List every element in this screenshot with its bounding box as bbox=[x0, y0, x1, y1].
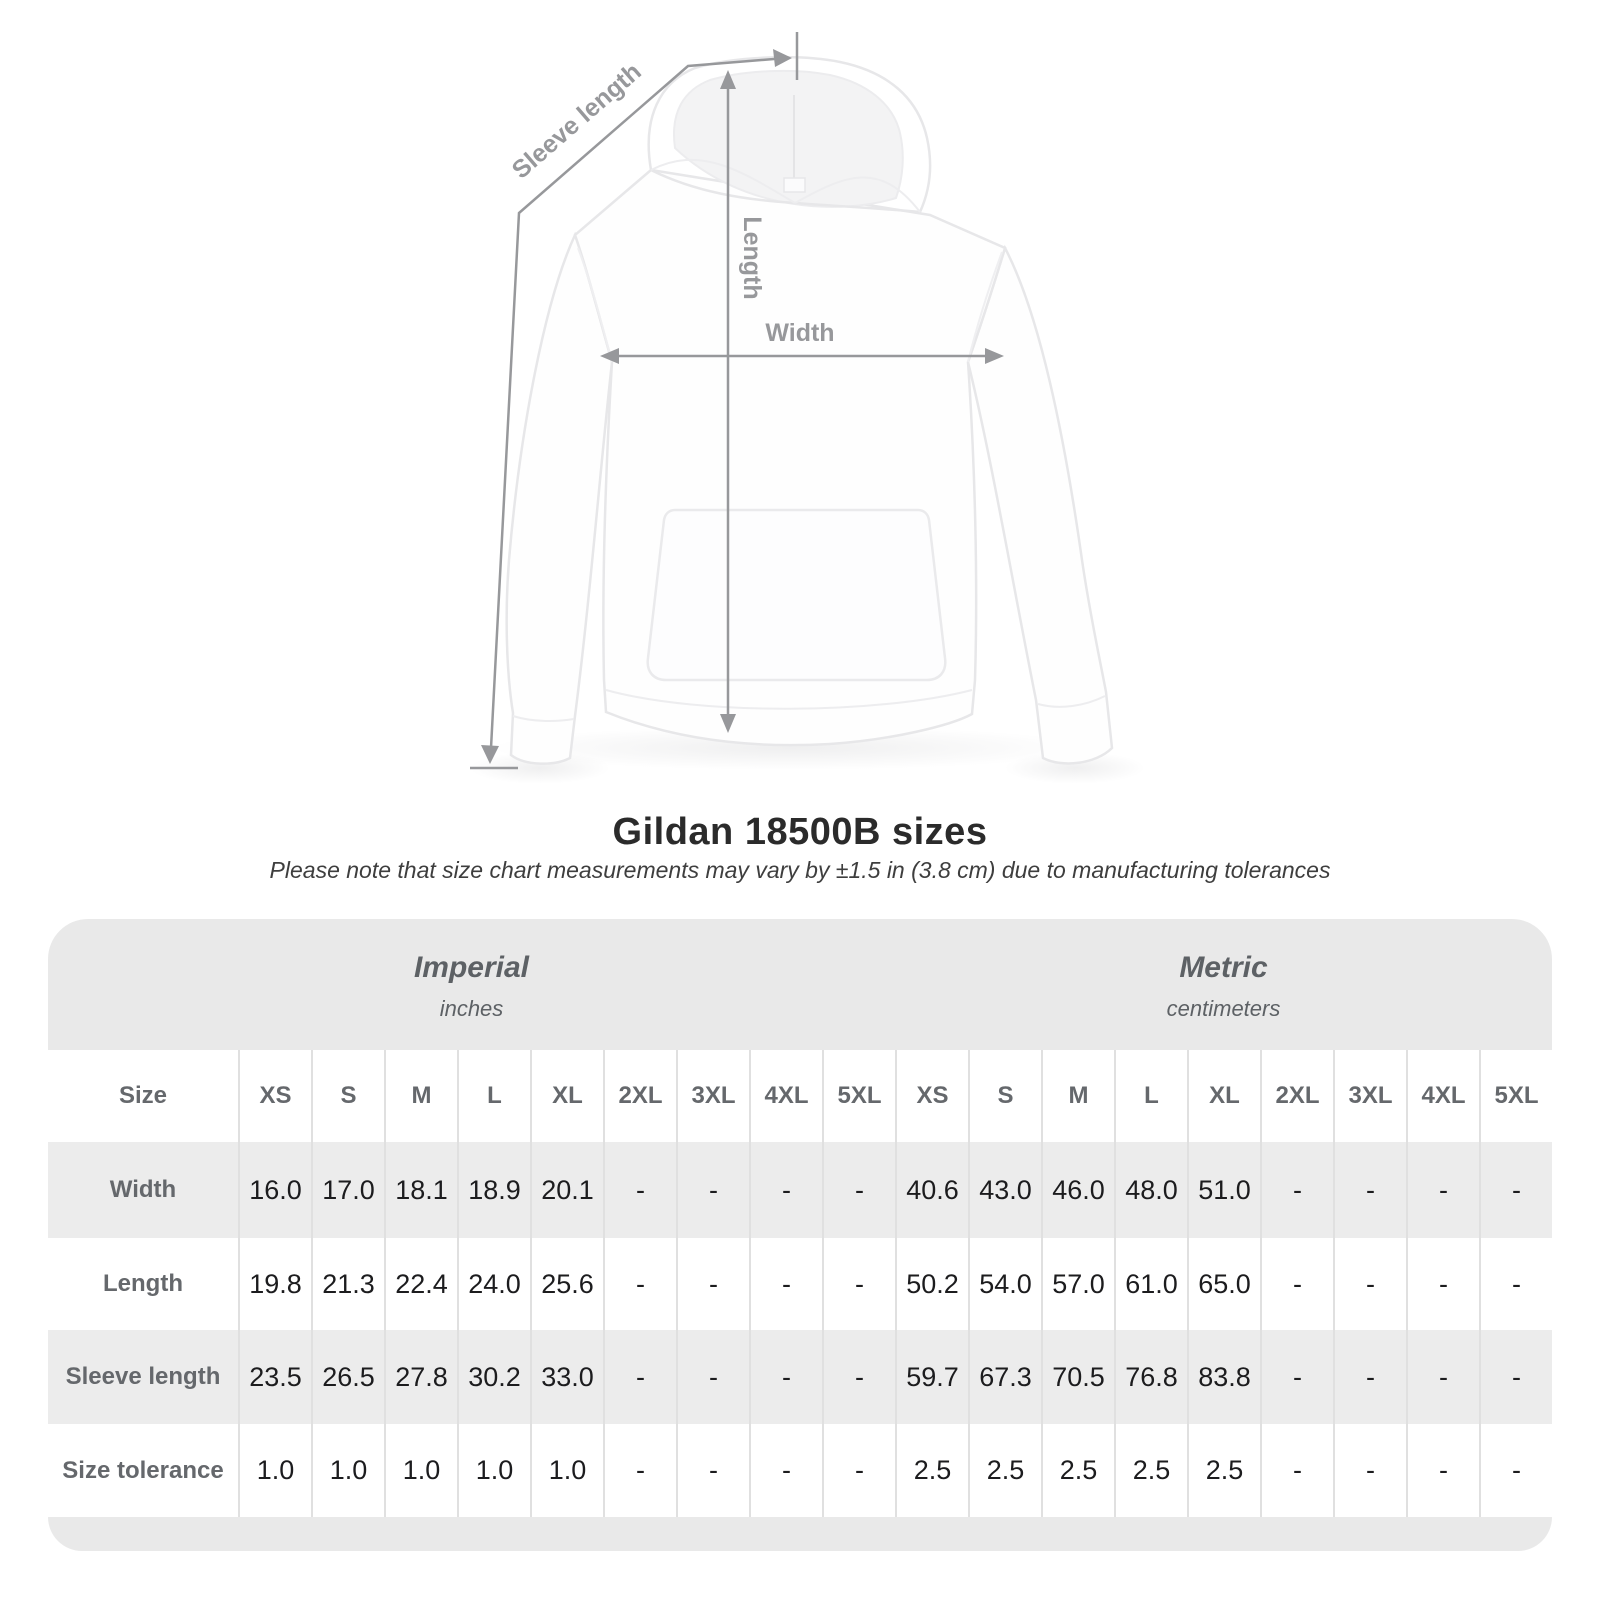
value-cell: 19.8 bbox=[238, 1238, 311, 1330]
value-cell: 76.8 bbox=[1114, 1330, 1187, 1424]
value-cell: - bbox=[676, 1330, 749, 1424]
value-cell: 59.7 bbox=[895, 1330, 968, 1424]
value-cell: - bbox=[1260, 1424, 1333, 1517]
value-cell: - bbox=[1333, 1238, 1406, 1330]
size-header-metric-2xl: 2XL bbox=[1260, 1050, 1333, 1142]
value-cell: 51.0 bbox=[1187, 1142, 1260, 1238]
row-label: Width bbox=[48, 1142, 238, 1238]
value-cell: 50.2 bbox=[895, 1238, 968, 1330]
value-cell: 22.4 bbox=[384, 1238, 457, 1330]
value-cell: - bbox=[676, 1238, 749, 1330]
value-cell: 2.5 bbox=[1041, 1424, 1114, 1517]
value-cell: 1.0 bbox=[238, 1424, 311, 1517]
value-cell: - bbox=[676, 1142, 749, 1238]
size-header-imperial-5xl: 5XL bbox=[822, 1050, 895, 1142]
value-cell: - bbox=[603, 1330, 676, 1424]
imperial-label: Imperial bbox=[413, 951, 530, 984]
value-cell: 20.1 bbox=[530, 1142, 603, 1238]
value-cell: 17.0 bbox=[311, 1142, 384, 1238]
value-cell: 1.0 bbox=[530, 1424, 603, 1517]
value-cell: 67.3 bbox=[968, 1330, 1041, 1424]
value-cell: 16.0 bbox=[238, 1142, 311, 1238]
value-cell: 54.0 bbox=[968, 1238, 1041, 1330]
value-cell: - bbox=[603, 1238, 676, 1330]
value-cell: - bbox=[1406, 1330, 1479, 1424]
value-cell: 24.0 bbox=[457, 1238, 530, 1330]
value-cell: 48.0 bbox=[1114, 1142, 1187, 1238]
kangaroo-pocket bbox=[648, 510, 946, 680]
size-header-metric-xl: XL bbox=[1187, 1050, 1260, 1142]
value-cell: - bbox=[1406, 1238, 1479, 1330]
table-footer-band bbox=[48, 1517, 1552, 1551]
size-header-imperial-xl: XL bbox=[530, 1050, 603, 1142]
value-cell: 2.5 bbox=[895, 1424, 968, 1517]
value-cell: 1.0 bbox=[457, 1424, 530, 1517]
row-label: Length bbox=[103, 1270, 183, 1297]
value-cell: 65.0 bbox=[1187, 1238, 1260, 1330]
length-label: Length bbox=[738, 216, 766, 300]
size-header-metric-xs: XS bbox=[895, 1050, 968, 1142]
value-cell: - bbox=[1260, 1238, 1333, 1330]
value-cell: - bbox=[1479, 1142, 1552, 1238]
size-header-metric-5xl: 5XL bbox=[1479, 1050, 1552, 1142]
size-header-metric-m: M bbox=[1041, 1050, 1114, 1142]
value-cell: 83.8 bbox=[1187, 1330, 1260, 1424]
value-cell: - bbox=[1406, 1142, 1479, 1238]
value-cell: 2.5 bbox=[1114, 1424, 1187, 1517]
width-label: Width bbox=[765, 319, 835, 347]
neck-label bbox=[784, 178, 805, 192]
value-cell: - bbox=[1479, 1238, 1552, 1330]
value-cell: 2.5 bbox=[1187, 1424, 1260, 1517]
size-header-imperial-3xl: 3XL bbox=[676, 1050, 749, 1142]
value-cell: 43.0 bbox=[968, 1142, 1041, 1238]
value-cell: - bbox=[749, 1424, 822, 1517]
value-cell: 61.0 bbox=[1114, 1238, 1187, 1330]
size-header-imperial-m: M bbox=[384, 1050, 457, 1142]
imperial-header-group bbox=[48, 919, 895, 1050]
value-cell: - bbox=[603, 1424, 676, 1517]
value-cell: - bbox=[676, 1424, 749, 1517]
value-cell: 70.5 bbox=[1041, 1330, 1114, 1424]
size-header-imperial-2xl: 2XL bbox=[603, 1050, 676, 1142]
value-cell: 18.9 bbox=[457, 1142, 530, 1238]
value-cell: - bbox=[749, 1238, 822, 1330]
value-cell: 2.5 bbox=[968, 1424, 1041, 1517]
left-sleeve bbox=[507, 235, 612, 764]
value-cell: 1.0 bbox=[311, 1424, 384, 1517]
size-header-metric-4xl: 4XL bbox=[1406, 1050, 1479, 1142]
size-header-metric-3xl: 3XL bbox=[1333, 1050, 1406, 1142]
imperial-unit-label: inches bbox=[439, 996, 504, 1021]
size-header-metric-s: S bbox=[968, 1050, 1041, 1142]
value-cell: - bbox=[822, 1142, 895, 1238]
tolerance-note: Please note that size chart measurements may vary by ±1.5 in (3.8 cm) due to manufacturing tolerances bbox=[269, 857, 1331, 883]
value-cell: 26.5 bbox=[311, 1330, 384, 1424]
value-cell: 46.0 bbox=[1041, 1142, 1114, 1238]
value-cell: - bbox=[1479, 1424, 1552, 1517]
sleeve-arrowhead-right bbox=[773, 49, 792, 67]
value-cell: - bbox=[1406, 1424, 1479, 1517]
value-cell: - bbox=[1260, 1330, 1333, 1424]
sleeve-length-label: Sleeve length bbox=[506, 57, 647, 185]
value-cell: 21.3 bbox=[311, 1238, 384, 1330]
size-header-metric-l: L bbox=[1114, 1050, 1187, 1142]
value-cell: 25.6 bbox=[530, 1238, 603, 1330]
row-label: Sleeve length bbox=[48, 1330, 238, 1424]
right-sleeve bbox=[968, 248, 1112, 763]
value-cell: 18.1 bbox=[384, 1142, 457, 1238]
value-cell: 33.0 bbox=[530, 1330, 603, 1424]
size-header-imperial-s: S bbox=[311, 1050, 384, 1142]
value-cell: - bbox=[1333, 1330, 1406, 1424]
value-cell: - bbox=[1260, 1142, 1333, 1238]
size-header-imperial-l: L bbox=[457, 1050, 530, 1142]
value-cell: 1.0 bbox=[384, 1424, 457, 1517]
value-cell: - bbox=[1333, 1142, 1406, 1238]
value-cell: 23.5 bbox=[238, 1330, 311, 1424]
size-header-imperial-4xl: 4XL bbox=[749, 1050, 822, 1142]
page-title: Gildan 18500B sizes bbox=[612, 811, 988, 853]
value-cell: - bbox=[822, 1238, 895, 1330]
value-cell: - bbox=[1479, 1330, 1552, 1424]
metric-unit-label: centimeters bbox=[1166, 996, 1281, 1021]
value-cell: 30.2 bbox=[457, 1330, 530, 1424]
value-cell: 27.8 bbox=[384, 1330, 457, 1424]
size-table-grid bbox=[48, 919, 1552, 1551]
row-label: Size tolerance bbox=[62, 1456, 224, 1484]
value-cell: - bbox=[749, 1330, 822, 1424]
value-cell: - bbox=[603, 1142, 676, 1238]
metric-header-group bbox=[895, 919, 1552, 1050]
value-cell: - bbox=[822, 1424, 895, 1517]
value-cell: 40.6 bbox=[895, 1142, 968, 1238]
value-cell: - bbox=[1333, 1424, 1406, 1517]
value-cell: - bbox=[749, 1142, 822, 1238]
value-cell: 57.0 bbox=[1041, 1238, 1114, 1330]
size-column-header: Size bbox=[118, 1082, 168, 1109]
metric-label: Metric bbox=[1179, 951, 1268, 984]
value-cell: - bbox=[822, 1330, 895, 1424]
size-header-imperial-xs: XS bbox=[238, 1050, 311, 1142]
